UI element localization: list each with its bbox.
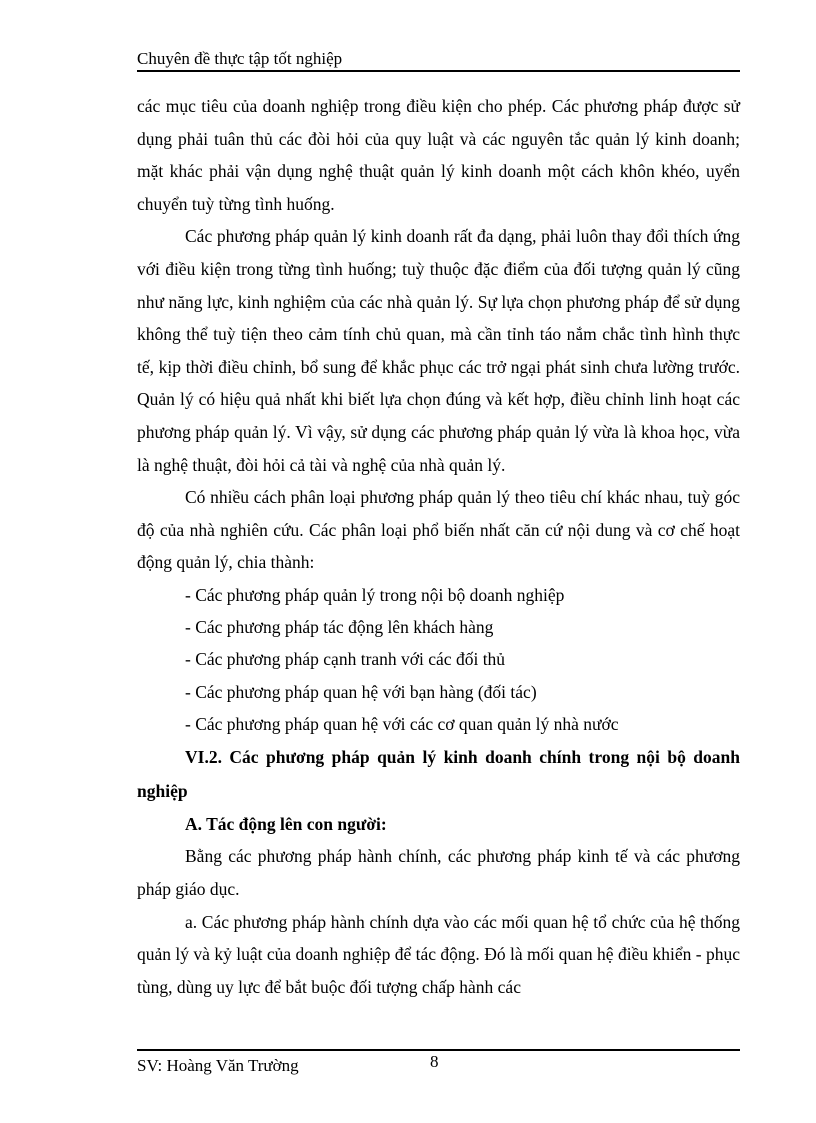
subheading: A. Tác động lên con người: (185, 813, 387, 834)
list-item: - Các phương pháp quan hệ với các cơ quan quản lý nhà nước (185, 713, 619, 734)
page-header-title: Chuyên đề thực tập tốt nghiệp (137, 49, 343, 68)
page-number: 8 (430, 1052, 439, 1071)
paragraph-5: a. Các phương pháp hành chính dựa vào các mối quan hệ tổ chức của hệ thống quản lý và kỷ luật của doanh nghiệp để tác động. Đó là mối quan hệ điều khiển - phục tùng, dùng uy lực để bắt buộc đối tượng chấp hành các (137, 911, 740, 997)
list-item: - Các phương pháp quan hệ với bạn hàng (đối tác) (185, 681, 537, 702)
paragraph-2: Các phương pháp quản lý kinh doanh rất đa dạng, phải luôn thay đổi thích ứng với điều kiện trong từng tình huống; tuỳ thuộc đặc điểm của đối tượng quản lý cũng như năng lực, kinh nghiệm của các nhà quản lý. Sự lựa chọn phương pháp để sử dụng không thể tuỳ tiện theo cảm tính chủ quan, mà cần tỉnh táo nắm chắc tình hình thực tế, kịp thời điều chỉnh, bổ sung để khắc phục các trở ngại phát sinh chưa lường trước. Quản lý có hiệu quả nhất khi biết lựa chọn đúng và kết hợp, điều chỉnh linh hoạt các phương pháp quản lý. Vì vậy, sử dụng các phương pháp quản lý vừa là khoa học, vừa là nghệ thuật, đòi hỏi cả tài và nghệ của nhà quản lý. (137, 226, 740, 475)
list-item: - Các phương pháp cạnh tranh với các đối thủ (185, 649, 506, 670)
list-item: - Các phương pháp tác động lên khách hàng (185, 617, 494, 638)
footer-student-name: SV: Hoàng Văn Trường (137, 1056, 299, 1075)
section-heading: VI.2. Các phương pháp quản lý kinh doanh chính trong nội bộ doanh nghiệp (137, 746, 740, 801)
paragraph-4: Bằng các phương pháp hành chính, các phương pháp kinh tế và các phương pháp giáo dục. (137, 846, 740, 899)
footer-divider (137, 1049, 740, 1051)
header-divider (137, 70, 740, 72)
method-list (137, 579, 740, 740)
paragraph-3: Có nhiều cách phân loại phương pháp quản lý theo tiêu chí khác nhau, tuỳ góc độ của nhà nghiên cứu. Các phân loại phổ biến nhất căn cứ nội dung và cơ chế hoạt động quản lý, chia thành: (137, 487, 740, 573)
list-item: - Các phương pháp quản lý trong nội bộ doanh nghiệp (185, 584, 565, 605)
paragraph-1: các mục tiêu của doanh nghiệp trong điều kiện cho phép. Các phương pháp được sử dụng phải tuân thủ các đòi hỏi của quy luật và các nguyên tắc quản lý kinh doanh; mặt khác phải vận dụng nghệ thuật quản lý kinh doanh một cách khôn khéo, uyển chuyển tuỳ từng tình huống. (137, 96, 740, 214)
body-text (137, 90, 740, 1003)
